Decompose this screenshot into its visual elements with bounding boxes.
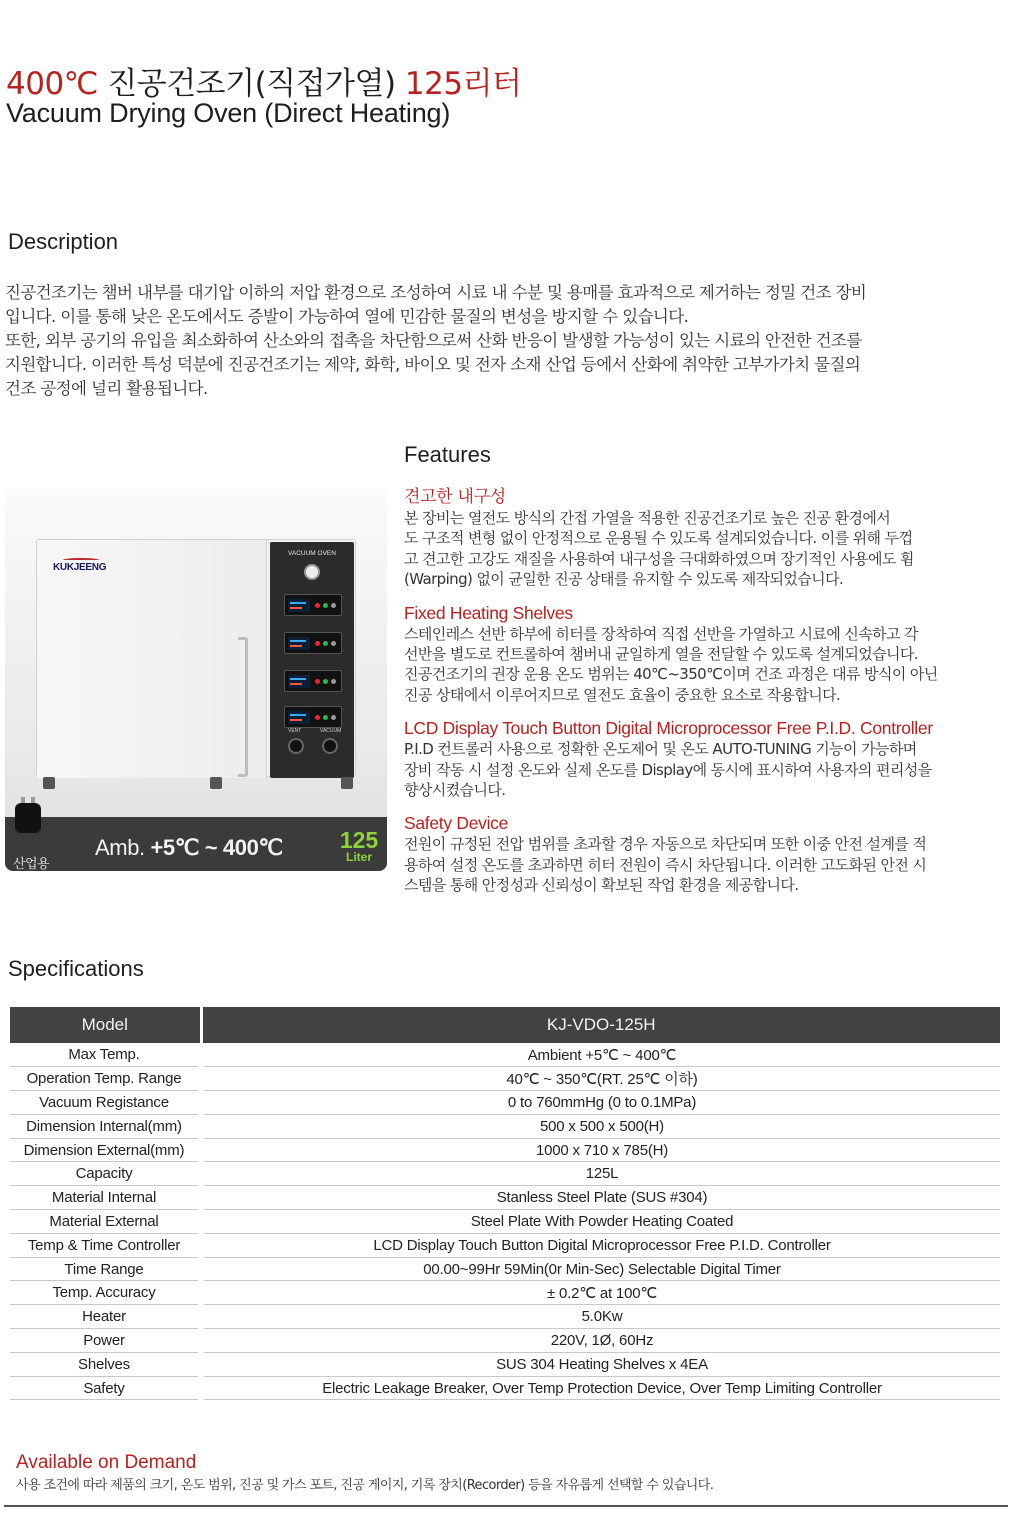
available-text: 사용 조건에 따라 제품의 크기, 온도 범위, 진공 및 가스 포트, 진공 게이지, 기록 장치(Recorder) 등을 자유롭게 선택할 수 있습니다.	[16, 1478, 714, 1493]
spec-key: Shelves	[10, 1352, 201, 1376]
feature-title: LCD Display Touch Button Digital Microprocessor Free P.I.D. Controller	[404, 718, 933, 739]
spec-key: Dimension External(mm)	[10, 1138, 201, 1162]
table-row	[10, 1186, 1000, 1210]
spec-key: Vacuum Registance	[10, 1091, 201, 1115]
table-row	[10, 1114, 1000, 1138]
spec-key: Power	[10, 1329, 201, 1353]
description-line: 지원합니다. 이러한 특성 덕분에 진공건조기는 제약, 화학, 바이오 및 전자 소재 산업 등에서 산화에 취약한 고부가가치 물질의	[5, 355, 861, 374]
spec-value: 40℃ ~ 350℃(RT. 25℃ 이하)	[201, 1067, 1000, 1091]
bottom-divider	[4, 1505, 1008, 1507]
caster-icon	[43, 777, 55, 789]
spec-value: Ambient +5℃ ~ 400℃	[201, 1043, 1000, 1067]
feature-durability	[404, 487, 1008, 590]
feature-title: Fixed Heating Shelves	[404, 602, 573, 623]
brand-logo: KUKJEENG	[53, 558, 106, 573]
door-handle	[238, 637, 248, 777]
features-list	[404, 487, 1008, 909]
spec-key: Time Range	[10, 1257, 201, 1281]
caster-icon	[210, 777, 222, 789]
table-row	[10, 1210, 1000, 1234]
spec-value: 0 to 760mmHg (0 to 0.1MPa)	[201, 1091, 1000, 1115]
model-header: Model	[10, 1007, 201, 1043]
table-row	[10, 1305, 1000, 1329]
capacity-badge: 125 Liter	[339, 827, 379, 864]
feature-pid-controller	[404, 718, 1008, 800]
spec-value: 5.0Kw	[201, 1305, 1000, 1329]
table-row	[10, 1257, 1000, 1281]
table-row	[10, 1091, 1000, 1115]
spec-key: Operation Temp. Range	[10, 1067, 201, 1091]
feature-title: 견고한 내구성	[404, 487, 506, 507]
spec-value: LCD Display Touch Button Digital Microprocessor Free P.I.D. Controller	[201, 1233, 1000, 1257]
table-row	[10, 1376, 1000, 1400]
description-line: 입니다. 이를 통해 낮은 온도에서도 증발이 가능하여 열에 민감한 물질의 변성을 방지할 수 있습니다.	[5, 307, 689, 326]
table-row	[10, 1067, 1000, 1091]
feature-text: P.I.D 컨트롤러 사용으로 정확한 온도제어 및 온도 AUTO-TUNING 기능이 가능하며 장비 작동 시 설정 온도와 실제 온도를 Display에 동시에 표시하여 사용자의 편리성을 향상시켰습니다.	[404, 740, 932, 800]
temperature-banner	[5, 817, 387, 871]
panel-title: VACUUM OVEN	[288, 550, 336, 557]
spec-value: Stanless Steel Plate (SUS #304)	[201, 1186, 1000, 1210]
control-panel	[270, 542, 354, 778]
feature-heating-shelves	[404, 603, 1008, 706]
spec-value: 125L	[201, 1162, 1000, 1186]
ambient-range: Amb. +5℃ ~ 400℃	[95, 835, 283, 860]
spec-key: Dimension Internal(mm)	[10, 1114, 201, 1138]
industrial-use-label: 산업용	[13, 857, 50, 871]
spec-value: ± 0.2℃ at 100℃	[201, 1281, 1000, 1305]
spec-value: 500 x 500 x 500(H)	[201, 1114, 1000, 1138]
spec-value: SUS 304 Heating Shelves x 4EA	[201, 1352, 1000, 1376]
page-title-korean	[6, 58, 521, 103]
vent-knob-icon	[288, 738, 304, 754]
spec-value: Steel Plate With Powder Heating Coated	[201, 1210, 1000, 1234]
temp-controller	[284, 594, 342, 616]
available-heading: Available on Demand	[16, 1452, 197, 1473]
feature-text: 스테인레스 선반 하부에 히터를 장착하여 직접 선반을 가열하고 시료에 신속하고 각 선반을 별도로 컨트롤하여 챔버내 균일하게 열을 전달할 수 있도록 설계되었습니다. 진공건조기의 권장 운용 온도 범위는 40℃~350℃이며 건조 과정은 대류 방식이 아닌 진공 상태에서 이루어지므로 열전도 효율이 중요한 요소로 작용합니다.	[404, 624, 938, 704]
oven-illustration	[36, 539, 356, 777]
spec-value: 00.00~99Hr 59Min(0r Min-Sec) Selectable Digital Timer	[201, 1257, 1000, 1281]
description-text	[5, 281, 1005, 401]
specifications-table	[10, 1007, 1000, 1400]
vacuum-label: VACUUM	[320, 728, 342, 734]
description-line: 진공건조기는 챔버 내부를 대기압 이하의 저압 환경으로 조성하여 시료 내 수분 및 용매를 효과적으로 제거하는 정밀 건조 장비	[5, 283, 867, 302]
title-capacity: 125리터	[404, 66, 522, 102]
spec-key: Material Internal	[10, 1186, 201, 1210]
vacuum-gauge-icon	[304, 564, 320, 580]
table-row	[10, 1329, 1000, 1353]
title-temp: 400℃	[6, 66, 98, 102]
spec-key: Temp & Time Controller	[10, 1233, 201, 1257]
specifications-heading: Specifications	[8, 956, 144, 981]
feature-title: Safety Device	[404, 813, 509, 834]
table-row	[10, 1233, 1000, 1257]
table-row	[10, 1043, 1000, 1067]
table-row	[10, 1138, 1000, 1162]
spec-value: 1000 x 710 x 785(H)	[201, 1138, 1000, 1162]
table-row	[10, 1281, 1000, 1305]
table-header-row	[10, 1007, 1000, 1043]
power-plug-icon	[11, 797, 45, 837]
temp-controller	[284, 670, 342, 692]
description-heading: Description	[8, 229, 119, 254]
table-row	[10, 1352, 1000, 1376]
title-product-name: 진공건조기(직접가열)	[97, 66, 405, 102]
feature-text: 본 장비는 열전도 방식의 간접 가열을 적용한 진공건조기로 높은 진공 환경에서 도 구조적 변형 없이 안정적으로 운용될 수 있도록 설계되었습니다. 이를 위해 두껍 고 견고한 고강도 재질을 사용하여 내구성을 극대화하였으며 장기적인 사용에도 휨 (Warping) 없이 균일한 진공 상태를 유지할 수 있도록 제작되었습니다.	[404, 509, 914, 589]
temp-controller	[284, 632, 342, 654]
spec-value: Electric Leakage Breaker, Over Temp Protection Device, Over Temp Limiting Controller	[201, 1376, 1000, 1400]
description-line: 또한, 외부 공기의 유입을 최소화하여 산소와의 접촉을 차단함으로써 산화 반응이 발생할 가능성이 있는 시료의 안전한 건조를	[5, 331, 862, 350]
caster-icon	[341, 777, 353, 789]
description-line: 건조 공정에 널리 활용됩니다.	[5, 379, 208, 398]
vent-label: VENT	[288, 728, 302, 734]
temp-controller	[284, 706, 342, 728]
spec-key: Capacity	[10, 1162, 201, 1186]
product-image	[5, 489, 387, 871]
spec-key: Safety	[10, 1376, 201, 1400]
feature-text: 전원이 규정된 전압 범위를 초과할 경우 자동으로 차단되며 또한 이중 안전 설계를 적 용하여 설정 온도를 초과하면 히터 전원이 즉시 차단됩니다. 이러한 고도화된 안전 시 스템을 통해 안정성과 신뢰성이 확보된 작업 환경을 제공합니다.	[404, 835, 927, 895]
features-heading: Features	[404, 442, 491, 467]
oven-door	[37, 540, 267, 778]
spec-key: Max Temp.	[10, 1043, 201, 1067]
spec-key: Temp. Accuracy	[10, 1281, 201, 1305]
model-number-header: KJ-VDO-125H	[201, 1007, 1000, 1043]
table-row	[10, 1162, 1000, 1186]
spec-key: Heater	[10, 1305, 201, 1329]
vacuum-knob-icon	[322, 738, 338, 754]
spec-value: 220V, 1Ø, 60Hz	[201, 1329, 1000, 1353]
spec-key: Material External	[10, 1210, 201, 1234]
feature-safety-device	[404, 813, 1008, 895]
page-title-english: Vacuum Drying Oven (Direct Heating)	[6, 98, 451, 128]
